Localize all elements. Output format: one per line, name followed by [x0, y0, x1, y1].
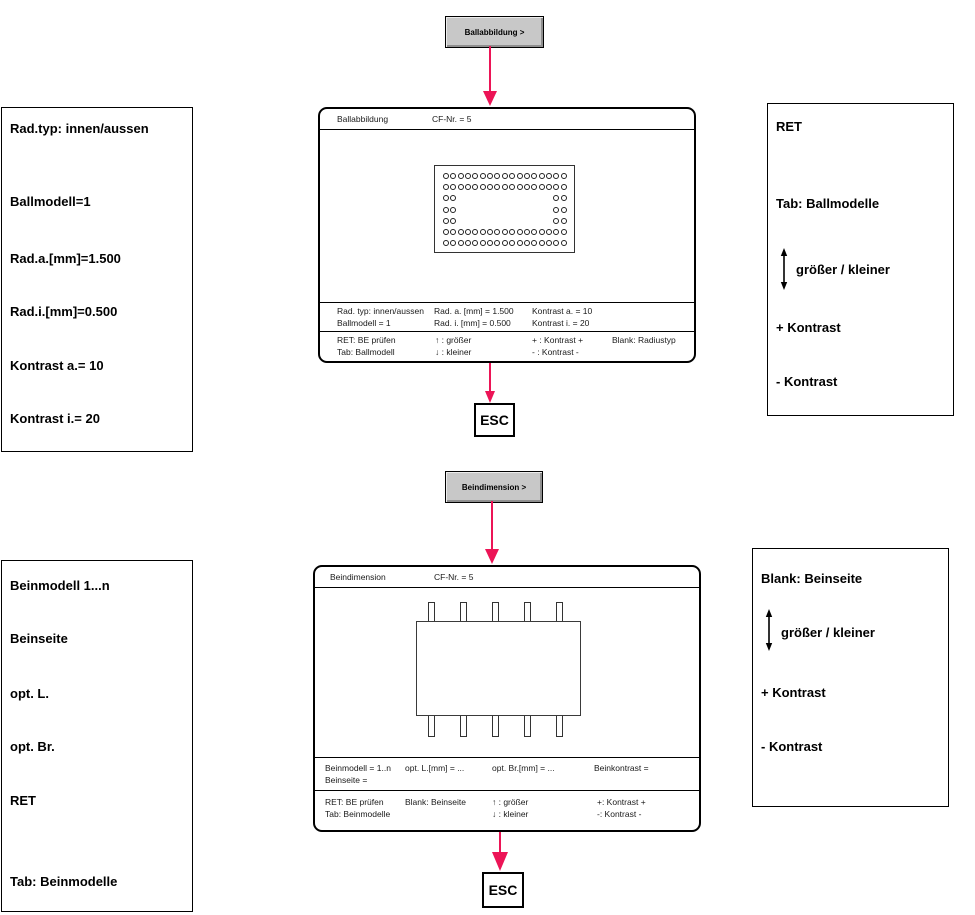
- ball-icon: [517, 184, 523, 190]
- esc-key-button[interactable]: ESC: [474, 403, 515, 437]
- chip-pin-icon: [524, 715, 531, 737]
- panel-label: größer / kleiner: [781, 625, 875, 640]
- ball-icon: [553, 173, 559, 179]
- screen-title: Beindimension: [330, 572, 386, 582]
- status-text: Beinseite =: [325, 775, 368, 786]
- status-text: [492, 775, 555, 787]
- ball-icon: [465, 240, 471, 246]
- ball-icon: [480, 240, 486, 246]
- chip-pin-icon: [492, 715, 499, 737]
- ball-icon: [539, 240, 545, 246]
- ball-icon: [509, 229, 515, 235]
- ball-icon: [531, 173, 537, 179]
- ball-icon: [546, 240, 552, 246]
- arrow-head-icon: [485, 391, 495, 403]
- chip-graphic: [416, 599, 581, 738]
- esc-key-button[interactable]: ESC: [482, 872, 524, 908]
- ball-icon: [553, 229, 559, 235]
- ball-icon: [450, 207, 456, 213]
- ball-icon: [465, 184, 471, 190]
- panel-label: RET: [10, 793, 36, 808]
- ball-keys-panel: [767, 103, 954, 416]
- beindimension-menu-button[interactable]: Beindimension >: [445, 471, 543, 503]
- help-text: ↓ : kleiner: [435, 347, 472, 358]
- ball-icon: [531, 240, 537, 246]
- panel-label: Beinmodell 1...n: [10, 578, 110, 593]
- status-text: Rad. i. [mm] = 0.500: [434, 318, 511, 329]
- updown-arrow-icon: [763, 609, 775, 651]
- arrow-head-icon: [485, 549, 499, 564]
- down-arrow-connector-icon: [482, 46, 498, 106]
- ball-icon: [443, 195, 449, 201]
- ball-icon: [509, 240, 515, 246]
- ball-icon: [450, 173, 456, 179]
- ball-icon: [458, 173, 464, 179]
- status-text: Beinmodell = 1..n: [325, 763, 391, 773]
- screen-beindimension: [313, 565, 701, 832]
- panel-label: Rad.typ: innen/aussen: [10, 121, 149, 136]
- arrow-head-icon: [492, 852, 508, 871]
- ball-icon: [502, 240, 508, 246]
- status-col: [405, 763, 464, 788]
- status-col: [337, 306, 424, 331]
- help-text: Blank: Radiustyp: [612, 335, 676, 345]
- ball-icon: [443, 218, 449, 224]
- panel-label: Tab: Beinmodelle: [10, 874, 118, 889]
- help-text: [612, 347, 676, 359]
- ball-icon: [443, 184, 449, 190]
- help-text: RET: BE prüfen: [337, 335, 396, 345]
- ball-icon: [494, 173, 500, 179]
- ball-icon: [458, 184, 464, 190]
- cf-number: CF-Nr. = 5: [434, 572, 474, 582]
- ball-icon: [443, 240, 449, 246]
- ball-icon: [502, 229, 508, 235]
- status-text: Ballmodell = 1: [337, 318, 391, 329]
- help-text: +: Kontrast +: [597, 797, 646, 807]
- ball-icon: [517, 229, 523, 235]
- down-arrow-connector-icon: [492, 832, 508, 871]
- ball-icon: [502, 184, 508, 190]
- status-col: [434, 306, 514, 331]
- panel-label: Kontrast i.= 20: [10, 411, 100, 426]
- help-text: Blank: Beinseite: [405, 797, 466, 807]
- help-col: [325, 797, 390, 822]
- panel-label: Rad.a.[mm]=1.500: [10, 251, 121, 266]
- arrow-head-icon: [483, 91, 497, 106]
- status-text: Rad. typ: innen/aussen: [337, 306, 424, 316]
- ball-icon: [546, 184, 552, 190]
- ball-icon: [458, 229, 464, 235]
- ball-icon: [553, 195, 559, 201]
- status-text: [405, 775, 464, 787]
- ball-icon: [561, 173, 567, 179]
- help-col: [612, 335, 676, 360]
- help-text: Tab: Ballmodell: [337, 347, 395, 358]
- help-text: Tab: Beinmodelle: [325, 809, 391, 820]
- help-text: [405, 809, 466, 821]
- ballabbildung-menu-button[interactable]: Ballabbildung >: [445, 16, 544, 48]
- arrow-line: [491, 501, 493, 551]
- ball-icon: [472, 184, 478, 190]
- ball-icon: [539, 173, 545, 179]
- status-col: [532, 306, 592, 331]
- chip-pin-icon: [460, 715, 467, 737]
- status-separator: [320, 302, 694, 303]
- help-separator: [320, 331, 694, 332]
- help-col: [435, 335, 471, 360]
- ball-icon: [561, 240, 567, 246]
- panel-label: RET: [776, 119, 802, 134]
- panel-label: Ballmodell=1: [10, 194, 91, 209]
- panel-label: Kontrast a.= 10: [10, 358, 104, 373]
- status-text: [594, 775, 649, 787]
- ball-icon: [546, 229, 552, 235]
- status-text: Kontrast i. = 20: [532, 318, 590, 329]
- ball-icon: [458, 240, 464, 246]
- ball-params-panel: [1, 107, 193, 452]
- status-text: Rad. a. [mm] = 1.500: [434, 306, 514, 316]
- ball-icon: [524, 173, 530, 179]
- ball-icon: [561, 218, 567, 224]
- ball-icon: [450, 229, 456, 235]
- ball-icon: [561, 229, 567, 235]
- header-separator: [320, 129, 694, 130]
- ball-icon: [487, 173, 493, 179]
- help-text: ↑ : größer: [435, 335, 472, 345]
- cf-number: CF-Nr. = 5: [432, 114, 472, 124]
- ball-icon: [443, 173, 449, 179]
- help-text: ↓ : kleiner: [492, 809, 529, 820]
- help-col: [337, 335, 396, 360]
- ball-icon: [546, 173, 552, 179]
- ball-icon: [553, 218, 559, 224]
- ball-icon: [450, 195, 456, 201]
- ball-icon: [531, 184, 537, 190]
- arrow-line: [499, 832, 501, 854]
- ball-icon: [539, 229, 545, 235]
- help-text: - : Kontrast -: [532, 347, 579, 358]
- status-separator: [315, 757, 699, 758]
- help-separator: [315, 790, 699, 791]
- ball-icon: [509, 184, 515, 190]
- help-col: [405, 797, 466, 822]
- help-col: [532, 335, 583, 360]
- panel-label: - Kontrast: [776, 374, 838, 389]
- ball-icon: [480, 184, 486, 190]
- ball-icon: [472, 240, 478, 246]
- lead-keys-panel: [752, 548, 949, 807]
- ball-icon: [494, 184, 500, 190]
- ball-icon: [517, 240, 523, 246]
- ball-icon: [450, 184, 456, 190]
- ball-icon: [480, 229, 486, 235]
- chip-pin-icon: [428, 715, 435, 737]
- panel-label: - Kontrast: [761, 739, 823, 754]
- ball-icon: [539, 184, 545, 190]
- chip-body: [416, 621, 581, 716]
- status-text: opt. Br.[mm] = ...: [492, 763, 555, 773]
- panel-label: + Kontrast: [761, 685, 826, 700]
- panel-label: opt. Br.: [10, 739, 55, 754]
- ball-icon: [487, 184, 493, 190]
- ball-icon: [531, 229, 537, 235]
- panel-label: Blank: Beinseite: [761, 571, 863, 586]
- ball-icon: [487, 229, 493, 235]
- ball-icon: [480, 173, 486, 179]
- ball-icon: [450, 218, 456, 224]
- panel-label: + Kontrast: [776, 320, 841, 335]
- ball-icon: [465, 229, 471, 235]
- ball-icon: [553, 184, 559, 190]
- updown-arrow-icon: [778, 248, 790, 290]
- status-text: Beinkontrast =: [594, 763, 649, 773]
- ball-icon: [443, 229, 449, 235]
- ball-icon: [524, 240, 530, 246]
- ball-icon: [561, 184, 567, 190]
- panel-label: Rad.i.[mm]=0.500: [10, 304, 118, 319]
- help-col: [597, 797, 646, 822]
- help-text: -: Kontrast -: [597, 809, 642, 820]
- help-text: RET: BE prüfen: [325, 797, 384, 807]
- status-col: [325, 763, 391, 788]
- ball-icon: [472, 173, 478, 179]
- ball-icon: [450, 240, 456, 246]
- status-col: [594, 763, 649, 788]
- screen-ballabbildung: [318, 107, 696, 363]
- ball-icon: [472, 229, 478, 235]
- panel-label: Beinseite: [10, 631, 68, 646]
- panel-label: größer / kleiner: [796, 262, 890, 277]
- ball-icon: [494, 240, 500, 246]
- ball-icon: [465, 173, 471, 179]
- status-text: Kontrast a. = 10: [532, 306, 593, 316]
- panel-label: opt. L.: [10, 686, 49, 701]
- status-text: opt. L.[mm] = ...: [405, 763, 465, 773]
- arrow-line: [489, 363, 491, 393]
- down-arrow-connector-icon: [484, 501, 500, 564]
- panel-label: Tab: Ballmodelle: [776, 196, 880, 211]
- ball-icon: [502, 173, 508, 179]
- screen-title: Ballabbildung: [337, 114, 389, 124]
- status-col: [492, 763, 555, 788]
- ball-icon: [524, 229, 530, 235]
- ball-icon: [509, 173, 515, 179]
- header-separator: [315, 587, 699, 588]
- ball-icon: [561, 195, 567, 201]
- help-text: + : Kontrast +: [532, 335, 584, 345]
- arrow-line: [489, 46, 491, 93]
- ball-grid: [434, 165, 575, 253]
- ball-icon: [494, 229, 500, 235]
- ball-icon: [524, 184, 530, 190]
- lead-params-panel: [1, 560, 193, 912]
- ball-icon: [553, 207, 559, 213]
- ball-icon: [553, 240, 559, 246]
- ball-icon: [443, 207, 449, 213]
- help-col: [492, 797, 528, 822]
- help-text: ↑ : größer: [492, 797, 529, 807]
- ball-icon: [561, 207, 567, 213]
- down-arrow-connector-icon: [482, 363, 498, 403]
- ball-icon: [487, 240, 493, 246]
- chip-pin-icon: [556, 715, 563, 737]
- ball-icon: [517, 173, 523, 179]
